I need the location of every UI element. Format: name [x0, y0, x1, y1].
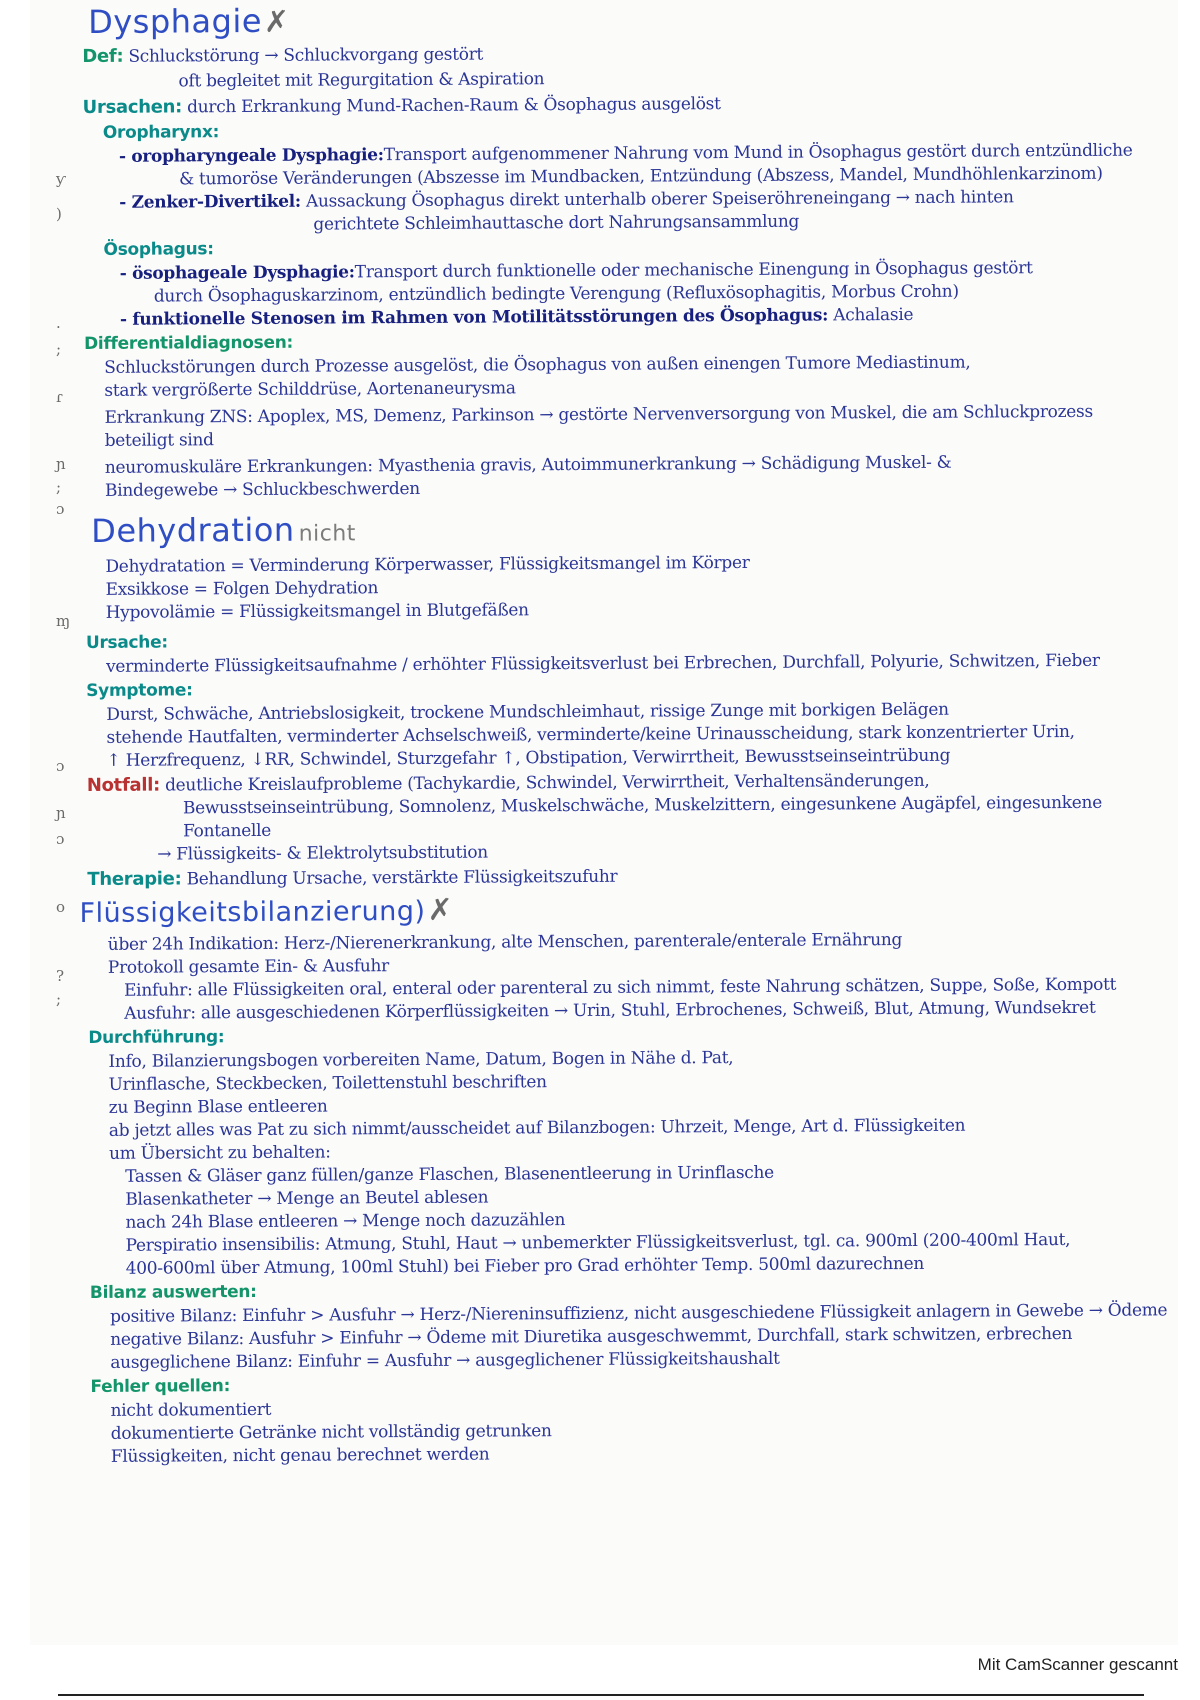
diff-line: Schluckstörungen durch Prozesse ausgelöst, die Ösophagus von außen einengen Tumore Mediastinum,: [104, 352, 971, 378]
bilanz-line: Ausfuhr: alle ausgeschiedenen Körperflüssigkeiten → Urin, Stuhl, Erbrochenes, Schweiß, Blut, Atmung, Wundsekret: [124, 997, 1096, 1024]
ursache-label: Ursache:: [85, 632, 168, 653]
zenker-item: - Zenker-Divertikel: Aussackung Ösophagus direkt unterhalb oberer Speiseröhreneingang → nach hinten: [119, 187, 1014, 213]
durchfuehrung-label: Durchführung:: [88, 1027, 225, 1048]
diff-line: Erkrankung ZNS: Apoplex, MS, Demenz, Parkinson → gestörte Nervenversorgung von Muskel, die am Schluckprozess: [104, 401, 1093, 428]
symptom-line: ↑ Herzfrequenz, ↓RR, Schwindel, Sturzgefahr ↑, Obstipation, Verwirrtheit, Bewusstseinseintrübung: [106, 745, 951, 771]
margin-bleed-marks: ƴ ) · ; ɾ ɲ ; ɔ ɱ ɔ ɲ ɔ ο ? ;: [56, 170, 71, 1008]
diff-line: stark vergrößerte Schilddrüse, Aortenaneurysma: [104, 378, 516, 401]
scanned-page: [30, 0, 1178, 1645]
oropharyngeal-item: - oropharyngeale Dysphagie:Transport aufgenommener Nahrung vom Mund in Ösophagus gestört durch entzündliche: [118, 140, 1133, 167]
zenker-item-cont: gerichtete Schleimhauttasche dort Nahrungsansammlung: [313, 211, 800, 235]
auswerten-line: ausgeglichene Bilanz: Einfuhr = Ausfuhr → ausgeglichener Flüssigkeitshaushalt: [110, 1348, 780, 1373]
durchfuehrung-line: um Übersicht zu behalten:: [108, 1142, 331, 1164]
durchfuehrung-line: ab jetzt alles was Pat zu sich nimmt/ausscheidet auf Bilanzbogen: Uhrzeit, Menge, Art d. Flüssigkeiten: [108, 1115, 966, 1141]
durchfuehrung-line: zu Beginn Blase entleeren: [108, 1096, 328, 1118]
oropharynx-label: Oropharynx:: [102, 122, 220, 143]
fehlerquellen-line: dokumentierte Getränke nicht vollständig getrunken: [110, 1421, 552, 1444]
symptom-line: Durst, Schwäche, Antriebslosigkeit, trockene Mundschleimhaut, rissige Zunge mit borkigen Belägen: [106, 699, 949, 725]
bilanz-line: über 24h Indikation: Herz-/Nierenerkrankung, alte Menschen, parenterale/enterale Ernährung: [107, 930, 903, 955]
symptome-label: Symptome:: [86, 680, 193, 701]
dehydration-def: Hypovolämie = Flüssigkeitsmangel in Blutgefäßen: [105, 600, 529, 623]
oropharyngeal-item-cont: & tumoröse Veränderungen (Abszesse im Mundbacken, Entzündung (Abszess, Mandel, Mundhöhlenkarzinom): [179, 163, 1103, 190]
durchfuehrung-line: Info, Bilanzierungsbogen vorbereiten Name, Datum, Bogen in Nähe d. Pat,: [108, 1048, 734, 1072]
oesophageal-item-cont: durch Ösophaguskarzinom, entzündlich bedingte Verengung (Refluxösophagitis, Morbus Crohn): [153, 281, 959, 307]
notfall-line-cont: → Flüssigkeits- & Elektrolytsubstitution: [157, 842, 488, 865]
functional-stenosis-item: - funktionelle Stenosen im Rahmen von Motilitätsstörungen des Ösophagus: Achalasie: [119, 304, 914, 330]
durchfuehrung-line: Perspiratio insensibilis: Atmung, Stuhl, Haut → unbemerkter Flüssigkeitsverlust, tgl. ca. 900ml (200-400ml Haut,: [125, 1229, 1071, 1256]
diff-line: Bindegewebe → Schluckbeschwerden: [104, 478, 420, 501]
durchfuehrung-line: nach 24h Blase entleeren → Menge noch dazuzählen: [125, 1210, 566, 1233]
fehlerquellen-line: Flüssigkeiten, nicht genau berechnet werden: [110, 1444, 490, 1467]
def-line: Def: Schluckstörung → Schluckvorgang gestört: [82, 44, 484, 67]
ursache-text: verminderte Flüssigkeitsaufnahme / erhöhter Flüssigkeitsverlust bei Erbrechen, Durchfall, Polyurie, Schwitzen, Fieber: [106, 650, 1100, 677]
durchfuehrung-line: Blasenkatheter → Menge an Beutel ablesen: [125, 1187, 489, 1210]
notfall-line-cont: Bewusstseinseintrübung, Somnolenz, Muskelschwäche, Muskelzittern, eingesunkene Augäpfel, eingesunkene: [182, 792, 1102, 819]
scanner-watermark: Mit CamScanner gescannt: [977, 1655, 1178, 1674]
dehydration-def: Dehydratation = Verminderung Körperwasser, Flüssigkeitsmangel im Körper: [105, 552, 750, 577]
therapie-line: Therapie: Behandlung Ursache, verstärkte Flüssigkeitszufuhr: [87, 866, 618, 890]
notfall-line-cont: Fontanelle: [183, 820, 272, 842]
symptom-line: stehende Hautfalten, verminderter Achselschweiß, verminderte/keine Urinausscheidung, stark konzentrierter Urin,: [106, 721, 1075, 748]
cross-mark-icon: ✗: [263, 4, 290, 40]
section-title-bilanzierung: Flüssigkeitsbilanzierung)✗: [79, 892, 454, 930]
durchfuehrung-line: Urinflasche, Steckbecken, Toilettenstuhl beschriften: [108, 1072, 547, 1095]
dehydration-def: Exsikkose = Folgen Dehydration: [105, 578, 379, 600]
fehlerquellen-label: Fehler quellen:: [90, 1376, 231, 1397]
bottom-divider: [58, 1694, 1144, 1696]
durchfuehrung-line: Tassen & Gläser ganz füllen/ganze Flaschen, Blasenentleerung in Urinflasche: [125, 1162, 774, 1187]
oesophagus-label: Ösophagus:: [103, 239, 214, 260]
ursachen-line: Ursachen: durch Erkrankung Mund-Rachen-Raum & Ösophagus ausgelöst: [82, 94, 721, 118]
notfall-line: Notfall: deutliche Kreislaufprobleme (Tachykardie, Schwindel, Verwirrtheit, Verhaltensänderungen,: [86, 770, 930, 796]
auswerten-label: Bilanz auswerten:: [89, 1281, 257, 1303]
bilanz-line: Einfuhr: alle Flüssigkeiten oral, enteral oder parenteral zu sich nimmt, feste Nahrung schätzen, Suppe, Soße, Kompott: [123, 974, 1117, 1001]
diff-line: beteiligt sind: [104, 430, 214, 451]
auswerten-line: positive Bilanz: Einfuhr > Ausfuhr → Herz-/Niereninsuffizienz, nicht ausgeschiedene Flüssigkeit anlagern in Gewebe → Ödeme: [109, 1300, 1168, 1327]
section-title-dysphagie: Dysphagie✗: [88, 1, 290, 41]
handwritten-notes: [79, 0, 1200, 1469]
durchfuehrung-line: 400-600ml über Atmung, 100ml Stuhl) bei Fieber pro Grad erhöhter Temp. 500ml dazurechnen: [125, 1253, 925, 1279]
bilanz-line: Protokoll gesamte Ein- & Ausfuhr: [107, 956, 390, 978]
def-line-2: oft begleitet mit Regurgitation & Aspiration: [178, 69, 545, 92]
diff-label: Differentialdiagnosen:: [84, 332, 294, 354]
oesophageal-item: - ösophageale Dysphagie:Transport durch funktionelle oder mechanische Einengung in Ösophagus gestört: [119, 258, 1033, 284]
cross-mark-icon: ✗: [427, 892, 454, 928]
auswerten-line: negative Bilanz: Ausfuhr > Einfuhr → Ödeme mit Diuretika ausgeschwemmt, Durchfall, stark schwitzen, erbrechen: [110, 1323, 1073, 1350]
section-title-dehydration: Dehydration nicht: [91, 510, 356, 550]
diff-line: neuromuskuläre Erkrankungen: Myasthenia gravis, Autoimmunerkrankung → Schädigung Muskel- &: [104, 452, 952, 478]
fehlerquellen-line: nicht dokumentiert: [110, 1399, 272, 1421]
